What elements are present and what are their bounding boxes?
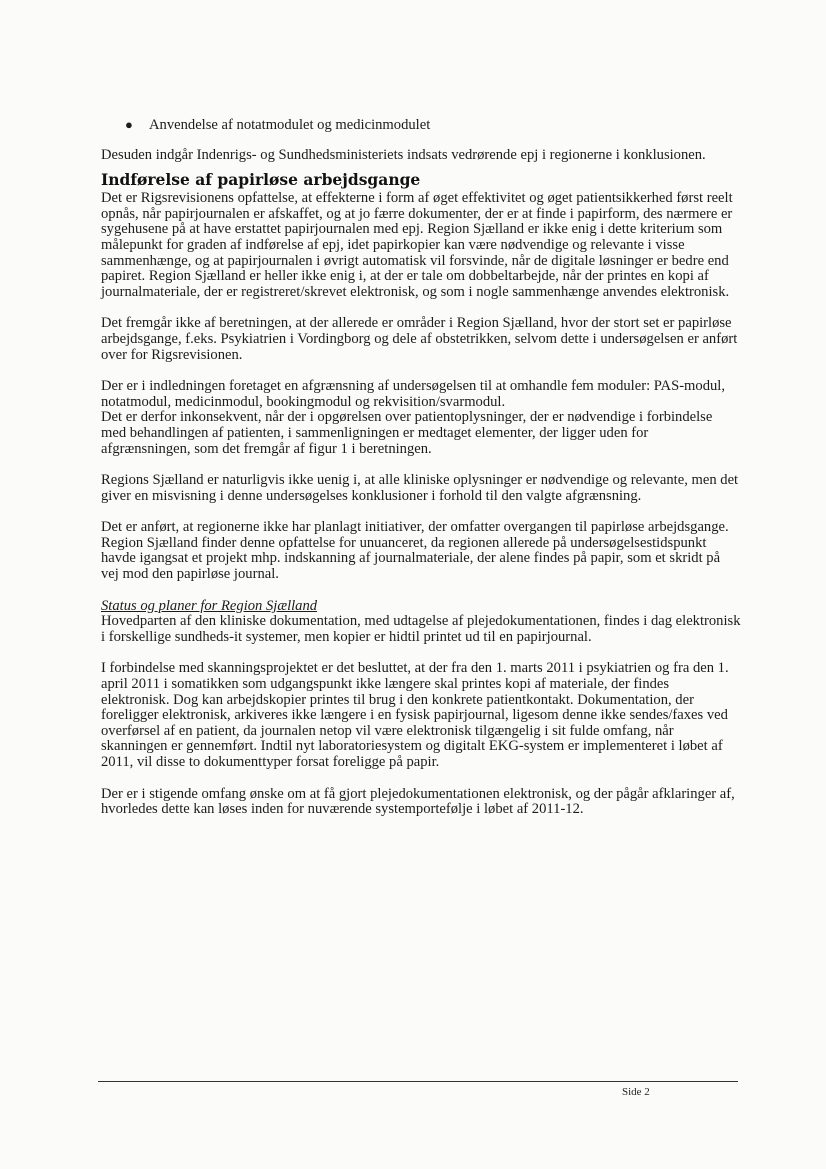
page-number: Side 2 <box>622 1086 650 1098</box>
bullet-dot-icon: ● <box>125 117 133 132</box>
paragraph: Desuden indgår Indenrigs- og Sundhedsministeriets indsats vedrørende epj i regionerne i konklusionen. <box>101 146 706 163</box>
list-item <box>101 117 741 134</box>
paragraph: I forbindelse med skanningsprojektet er det besluttet, at der fra den 1. marts 2011 i psykiatrien og fra den 1. april 2011 i somatikken som udgangspunkt ikke længere skal printes kopi af materiale, der findes elektronisk. Dog kan arbejdskopier printes til brug i den konkrete patientkontakt. Dokumentation, der foreligger elektronisk, arkiveres ikke længere i en fysisk papirjournal, ligesom denne ikke sendes/faxes ved overførsel af en patient, da journalen netop vil være elektronisk tilgængelig i sit fulde omfang, når skanningen er gennemført. Indtil nyt laboratoriesystem og digitalt EKG-system er implementeret i løbet af 2011, vil disse to dokumenttyper forsat foreligge på papir. <box>101 660 729 770</box>
paragraph: Det er anført, at regionerne ikke har planlagt initiativer, der omfatter overgangen til papirløse arbejdsgange. Region Sjælland finder denne opfattelse for unuanceret, da regionen allerede på undersøgelsestidspunkt havde igangsat et projekt mhp. indskanning af journalmateriale, der alene findes på papir, som et skridt på vej mod den papirløse journal. <box>101 519 729 583</box>
paragraph: Det fremgår ikke af beretningen, at der allerede er områder i Region Sjælland, hvor der stort set er papirløse arbejdsgange, f.eks. Psykiatrien i Vordingborg og dele af obstetrikken, selvom dette i undersøgelsen er anført over for Rigsrevisionen. <box>101 315 738 363</box>
section-heading: Indførelse af papirløse arbejdsgange <box>101 170 421 190</box>
paragraph: Det er Rigsrevisionens opfattelse, at effekterne i form af øget effektivitet og øget patientsikkerhed først reelt opnås, når papirjournalen er afskaffet, og at jo færre dokumenter, der er at finde i papirform, des nærmere er sygehusene på at have erstattet papirjournalen med epj. Region Sjælland er ikke enig i dette kriterium som målepunkt for graden af indførelse af epj, idet papirkopier kan være nødvendige og relevante i visse sammenhænge, og at papirjournalen i øvrigt automatisk vil forsvinde, når de digitale løsninger er bedre end papiret. Region Sjælland er heller ikke enig i, at der er tale om dobbeltarbejde, når der printes en kopi af journalmateriale, der er registreret/skrevet elektronisk, og som i nogle sammenhænge anvendes elektronisk. <box>101 190 733 300</box>
list-item-text: Anvendelse af notatmodulet og medicinmodulet <box>149 117 431 133</box>
subsection-heading: Status og planer for Region Sjælland <box>101 597 318 614</box>
paragraph: Hovedparten af den kliniske dokumentation, med udtagelse af plejedokumentationen, findes i dag elektronisk i forskellige sundheds-it systemer, men kopier er hidtil printet ud til en papirjournal. <box>101 613 741 645</box>
paragraph: Det er derfor inkonsekvent, når der i opgørelsen over patientoplysninger, der er nødvendige i forbindelse med behandlingen af patienten, i sammenligningen er medtaget elementer, der ligger uden for afgrænsningen, som det fremgår af figur 1 i beretningen. <box>101 409 713 457</box>
paragraph: Regions Sjælland er naturligvis ikke uenig i, at alle kliniske oplysninger er nødvendige og relevante, men det giver en misvisning i denne undersøgelses konklusioner i forhold til den valgte afgrænsning. <box>101 472 739 504</box>
bullet-list <box>101 117 741 134</box>
paragraph: Der er i indledningen foretaget en afgrænsning af undersøgelsen til at omhandle fem moduler: PAS-modul, notatmodul, medicinmodul, bookingmodul og rekvisition/svarmodul. <box>101 378 726 410</box>
document-body <box>101 117 741 834</box>
paragraph: Der er i stigende omfang ønske om at få gjort plejedokumentationen elektronisk, og der pågår afklaringer af, hvorledes dette kan løses inden for nuværende systemportefølje i løbet af 2011-12. <box>101 785 735 818</box>
footer-divider <box>98 1081 738 1082</box>
